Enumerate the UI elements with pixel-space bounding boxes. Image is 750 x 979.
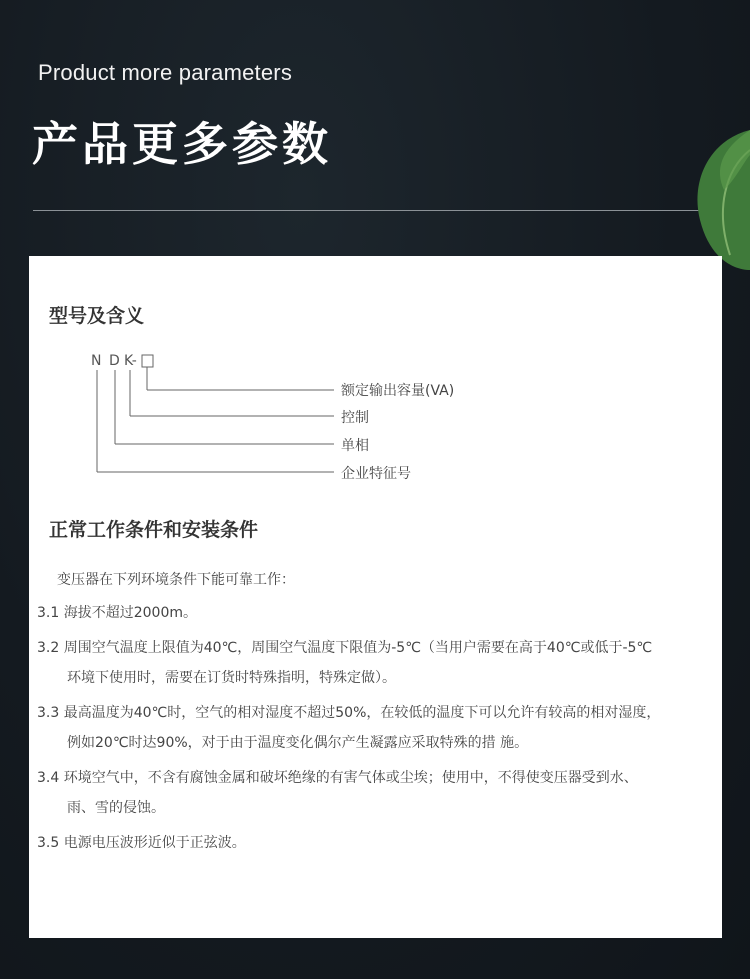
condition-item [37,763,717,823]
condition-text: 环境空气中，不含有腐蚀金属和破坏绝缘的有害气体或尘埃；使用中，不得使变压器受到水、 [63,770,638,786]
header-divider [33,210,725,211]
page-title: 产品更多参数 [32,117,332,171]
condition-item [37,698,717,758]
code-letter-d: D [109,353,120,369]
conditions-list [37,598,717,863]
condition-text-continued: 雨、雪的侵蚀。 [67,800,165,816]
capacity-box [142,355,153,367]
condition-number: 3.2 [37,640,60,656]
condition-text-continued: 环境下使用时，需要在订货时特殊指明，特殊定做）。 [67,670,396,686]
condition-text: 电源电压波形近似于正弦波。 [63,835,246,851]
label-single-phase: 单相 [341,438,369,454]
conditions-intro: 变压器在下列环境条件下能可靠工作： [57,572,295,588]
condition-text: 周围空气温度上限值为40℃，周围空气温度下限值为-5℃（当用户需要在高于40℃或低于-5℃ [63,640,653,656]
label-capacity: 额定输出容量(VA) [341,383,455,399]
condition-text: 海拔不超过2000m。 [63,605,197,621]
condition-text: 最高温度为40℃时，空气的相对湿度不超过50%，在较低的温度下可以允许有较高的相对湿度， [63,705,661,721]
condition-item [37,828,717,858]
label-enterprise-code: 企业特征号 [341,466,411,482]
subtitle-en: Product more parameters [38,60,293,85]
label-control: 控制 [341,410,369,426]
condition-number: 3.5 [37,835,60,851]
code-letter-n: N [91,353,102,369]
code-letter-k: K- [124,353,137,369]
model-heading: 型号及含义 [49,305,145,327]
condition-number: 3.1 [37,605,60,621]
condition-item [37,633,717,693]
condition-number: 3.4 [37,770,60,786]
condition-number: 3.3 [37,705,60,721]
condition-item [37,598,717,628]
model-code-diagram [29,256,722,516]
condition-text-continued: 例如20℃时达90%，对于由于温度变化偶尔产生凝露应采取特殊的措 施。 [67,735,529,751]
conditions-heading: 正常工作条件和安装条件 [49,519,259,541]
parameters-card [29,256,722,938]
